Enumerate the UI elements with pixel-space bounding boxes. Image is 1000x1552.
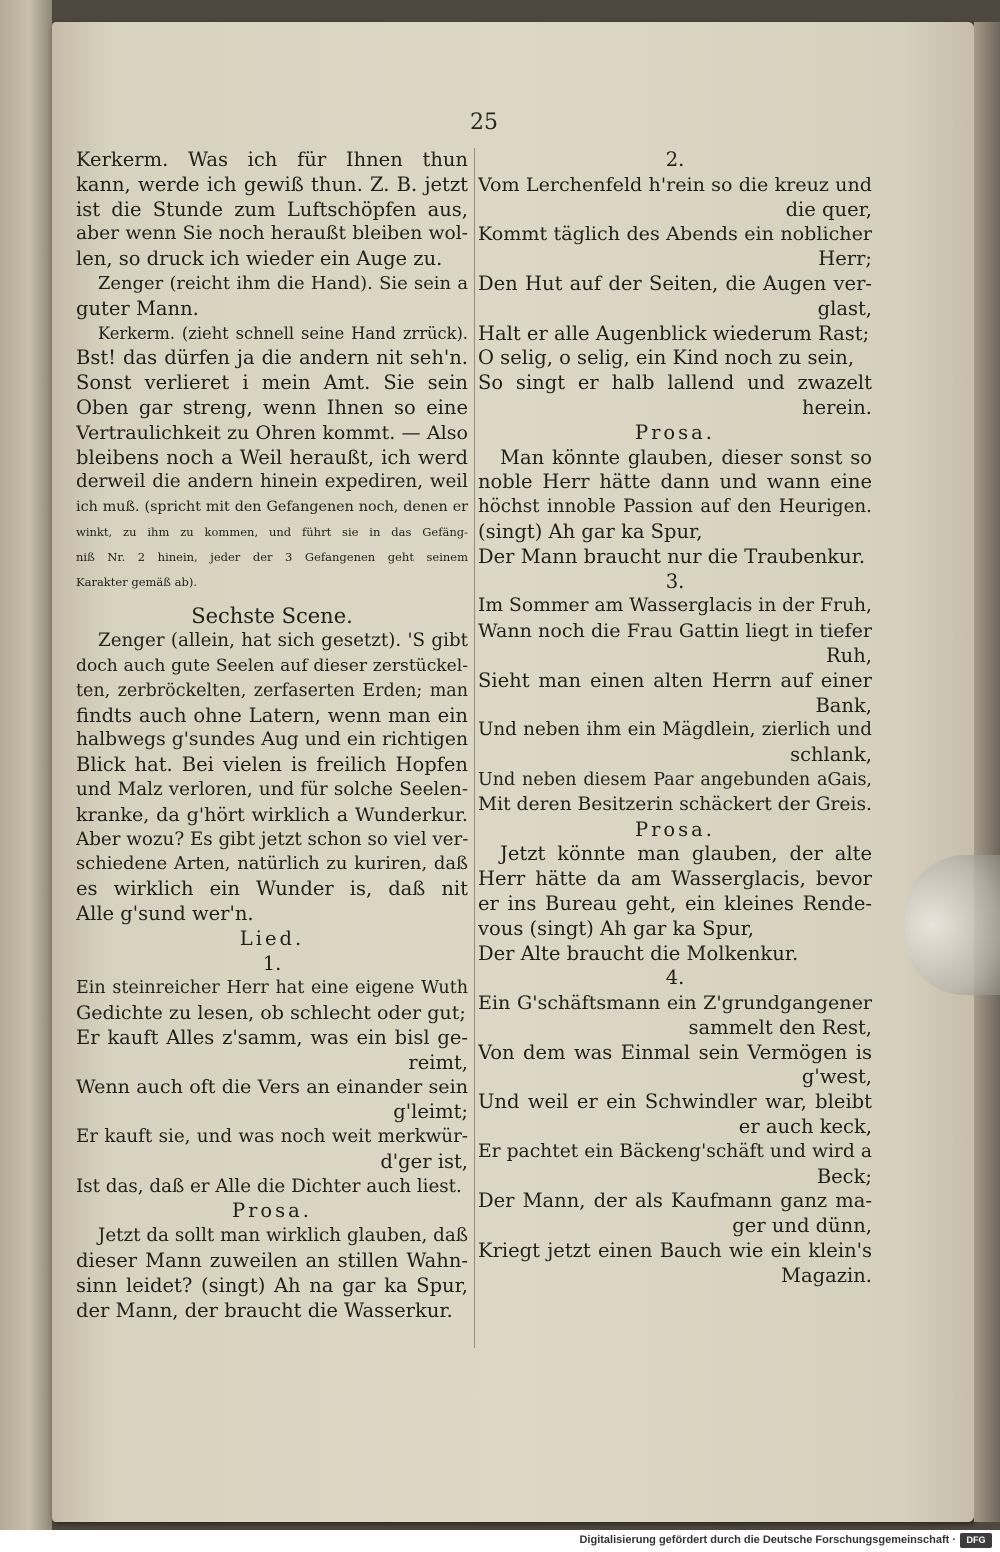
text-line: Und neben diesem Paar angebunden aGais, <box>478 769 872 790</box>
text-line: Ruh, <box>826 643 872 667</box>
section-label: 4. <box>665 966 685 990</box>
text-line: sinn leidet? (singt) Ah na gar ka Spur, <box>76 1273 468 1297</box>
text-line: reimt, <box>408 1050 468 1074</box>
text-line: ich muß. (spricht mit den Gefangenen noch, denen er <box>76 499 468 516</box>
text-line: len, so druck ich wieder ein Auge zu. <box>76 247 443 271</box>
text-line: d'ger ist, <box>380 1149 468 1173</box>
text-line: es wirklich ein Wunder is, daß nit <box>76 877 468 901</box>
text-line: ist die Stunde zum Luftschöpfen aus, <box>76 197 468 221</box>
text-line: Und weil er ein Schwindler war, bleibt <box>478 1090 872 1114</box>
text-line: Ein G'schäftsmann ein Z'grundgangener <box>478 991 872 1015</box>
section-label: 1. <box>262 951 282 975</box>
text-line: Gedichte zu lesen, ob schlecht oder gut; <box>76 1001 466 1025</box>
spacer <box>76 594 468 604</box>
text-line: Bank, <box>815 693 872 717</box>
section-label: Prosa. <box>634 420 715 444</box>
section-label: Prosa. <box>231 1199 312 1223</box>
text-line: Karakter gemäß ab). <box>76 574 197 589</box>
text-line: Halt er alle Augenblick wiederum Rast; <box>478 321 870 345</box>
text-line: Jetzt könnte man glauben, der alte <box>500 842 872 866</box>
text-line: Blick hat. Bei vielen is freilich Hopfen <box>76 753 468 777</box>
text-line: Bst! das dürfen ja die andern nit seh'n. <box>76 346 468 370</box>
text-line: guter Mann. <box>76 296 199 320</box>
text-line: Der Alte braucht die Molkenkur. <box>478 941 799 965</box>
text-line: der Mann, der braucht die Wasserkur. <box>76 1298 453 1322</box>
text-line: herein. <box>802 395 872 419</box>
text-line: Ein steinreicher Herr hat eine eigene Wuth <box>76 978 468 999</box>
text-line: Wann noch die Frau Gattin liegt in tiefer <box>478 619 872 643</box>
text-line: schlank, <box>790 743 872 767</box>
text-line: Man könnte glauben, dieser sonst so <box>500 445 872 469</box>
text-line: Im Sommer am Wasserglacis in der Fruh, <box>478 595 872 617</box>
text-line: Er kauft Alles z'samm, was ein bisl ge- <box>76 1025 468 1049</box>
text-line: sammelt den Rest, <box>688 1015 872 1039</box>
text-line: Mit deren Besitzerin schäckert der Greis. <box>478 793 872 815</box>
text-line: Vertraulichkeit zu Ohren kommt. — Also <box>76 420 468 444</box>
text-line: Kerkerm. (zieht schnell seine Hand zrrück). <box>98 323 468 343</box>
section-label: 2. <box>665 148 685 171</box>
text-line: Sonst verlieret i mein Amt. Sie sein <box>76 371 468 395</box>
text-line: Sieht man einen alten Herrn auf einer <box>478 668 872 692</box>
text-line: Alle g'sund wer'n. <box>76 901 254 925</box>
text-line: Von dem was Einmal sein Vermögen is <box>478 1040 872 1064</box>
text-line: vous (singt) Ah gar ka Spur, <box>478 916 754 940</box>
section-label: 3. <box>665 569 685 593</box>
text-line: schiedene Arten, natürlich zu kuriren, daß <box>76 853 468 875</box>
right-page-edge <box>974 22 1000 1522</box>
left-text-column <box>76 148 468 1323</box>
text-line: Ist das, daß er Alle die Dichter auch liest. <box>76 1175 462 1197</box>
text-line: Beck; <box>816 1164 872 1188</box>
text-line: aber wenn Sie noch heraußt bleiben wol- <box>76 223 468 245</box>
column-divider <box>474 148 475 1348</box>
text-line: kann, werde ich gewiß thun. Z. B. jetzt <box>76 172 468 196</box>
text-line: Der Mann braucht nur die Traubenkur. <box>478 544 866 568</box>
text-line: Kerkerm. Was ich für Ihnen thun <box>76 148 468 171</box>
text-line: Jetzt da sollt man wirklich glauben, daß <box>98 1225 468 1247</box>
text-line: Und neben ihm ein Mägdlein, zierlich und <box>478 719 872 741</box>
text-line: halbwegs g'sundes Aug und ein richtigen <box>76 729 468 751</box>
text-line: Zenger (reicht ihm die Hand). Sie sein a <box>98 272 468 294</box>
text-line: dieser Mann zuweilen an stillen Wahn- <box>76 1249 468 1273</box>
text-line: Aber wozu? Es gibt jetzt schon so viel ver- <box>76 828 468 850</box>
text-line: die quer, <box>785 197 872 221</box>
text-line: glast, <box>817 296 872 320</box>
dfg-logo: DFG <box>960 1533 992 1548</box>
right-text-column <box>478 148 872 1289</box>
text-line: ger und dünn, <box>732 1214 872 1238</box>
text-line: Der Mann, der als Kaufmann ganz ma- <box>478 1189 872 1213</box>
text-line: Magazin. <box>781 1263 872 1287</box>
text-line: Den Hut auf der Seiten, die Augen ver- <box>478 271 872 295</box>
text-line: höchst innoble Passion auf den Heurigen. <box>478 496 872 518</box>
text-line: derweil die andern hinein expediren, weil <box>76 471 468 493</box>
text-line: (singt) Ah gar ka Spur, <box>478 519 703 543</box>
text-line: O selig, o selig, ein Kind noch zu sein, <box>478 346 855 370</box>
section-label: Prosa. <box>634 817 715 841</box>
text-line: Kriegt jetzt einen Bauch wie ein klein's <box>478 1239 872 1263</box>
section-label: Lied. <box>239 926 305 950</box>
text-line: noble Herr hätte dann und wann eine <box>478 470 872 494</box>
page-number: 25 <box>470 110 498 135</box>
digitization-footer <box>0 1530 1000 1552</box>
text-line: er ins Bureau geht, ein kleines Rende- <box>478 891 872 915</box>
scene-heading: Sechste Scene. <box>191 604 353 629</box>
text-line: Zenger (allein, hat sich gesetzt). 'S gibt <box>98 630 468 652</box>
text-line: ten, zerbröckelten, zerfaserten Erden; man <box>76 680 468 701</box>
text-line: er auch keck, <box>738 1115 872 1139</box>
text-line: doch auch gute Seelen auf dieser zerstückel- <box>76 655 468 676</box>
page-clip <box>905 855 1000 995</box>
text-line: Er pachtet ein Bäckeng'schäft und wird a <box>478 1140 872 1162</box>
text-line: Wenn auch oft die Vers an einander sein <box>76 1075 468 1099</box>
text-line: niß Nr. 2 hinein, jeder der 3 Gefangenen geht seinem <box>76 549 468 564</box>
text-line: g'west, <box>801 1065 872 1089</box>
text-line: winkt, zu ihm zu kommen, und führt sie in das Gefäng- <box>76 524 468 539</box>
text-line: findts auch ohne Latern, wenn man ein <box>76 703 468 727</box>
left-page-edge <box>0 0 52 1530</box>
text-line: und Malz verloren, und für solche Seelen- <box>76 778 468 800</box>
text-line: Herr hätte da am Wasserglacis, bevor <box>478 867 872 891</box>
funding-notice: Digitalisierung gefördert durch die Deutsche Forschungsgemeinschaft · <box>579 1534 956 1546</box>
text-line: Vom Lerchenfeld h'rein so die kreuz und <box>478 172 872 196</box>
text-line: Herr; <box>818 247 872 271</box>
text-line: Oben gar streng, wenn Ihnen so eine <box>76 395 468 419</box>
text-line: bleibens noch a Weil heraußt, ich werd <box>76 445 468 469</box>
text-line: g'leimt; <box>393 1100 468 1124</box>
text-line: kranke, da g'hört wirklich a Wunderkur. <box>76 802 468 826</box>
text-line: Er kauft sie, und was noch weit merkwür- <box>76 1126 468 1148</box>
text-line: So singt er halb lallend und zwazelt <box>478 371 872 395</box>
text-line: Kommt täglich des Abends ein noblicher <box>478 222 872 246</box>
